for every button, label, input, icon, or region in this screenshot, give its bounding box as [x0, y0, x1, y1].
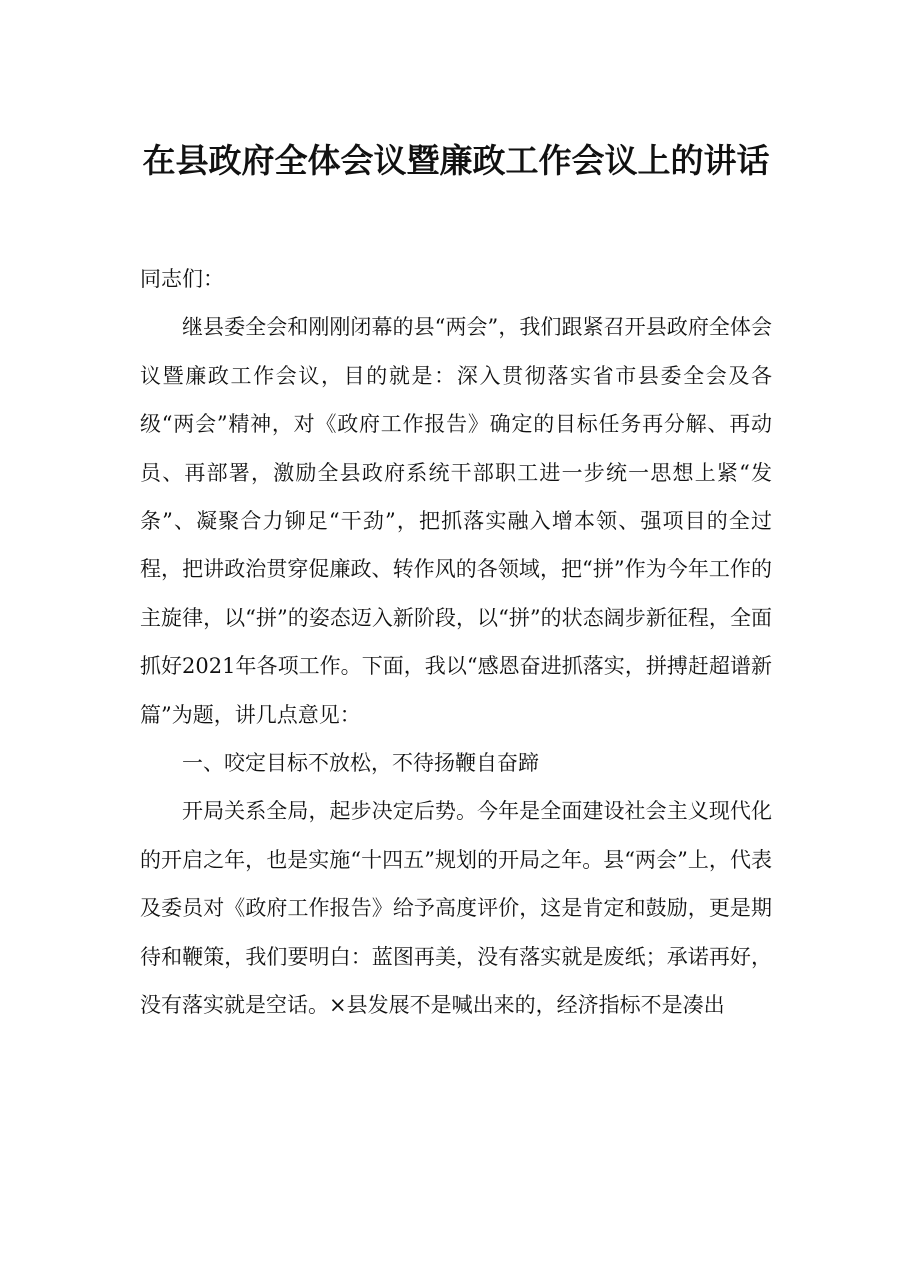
section-heading-1: 一、咬定目标不放松，不待扬鞭自奋蹄: [182, 751, 539, 776]
salutation: 同志们：: [140, 267, 224, 291]
paragraph-section-1: 开局关系全局，起步决定后势。今年是全面建设社会主义现代化的开启之年，也是实施“十四五”规划的开局之年。县“两会”上，代表及委员对《政府工作报告》给予高度评价，这是肯定和鼓励，更是期待和鞭策，我们要明白：蓝图再美，没有落实就是废纸；承诺再好，没有落实就是空话。×县发展不是喊出来的，经济指标不是凑出: [140, 799, 772, 1018]
paragraph-intro: 继县委全会和刚刚闭幕的县“两会”，我们跟紧召开县政府全体会议暨廉政工作会议，目的就是：深入贯彻落实省市县委全会及各级“两会”精神，对《政府工作报告》确定的目标任务再分解、再动员、再部署，激励全县政府系统干部职工进一步统一思想上紧“发条”、凝聚合力铆足“干劲”，把抓落实融入增本领、强项目的全过程，把讲政治贯穿促廉政、转作风的各领域，把“拼”作为今年工作的主旋律，以“拼”的姿态迈入新阶段，以“拼”的状态阔步新征程，全面抓好2021年各项工作。下面，我以“感恩奋进抓落实，拼搏赶超谱新篇”为题，讲几点意见：: [140, 315, 772, 727]
document-title: 在县政府全体会议暨廉政工作会议上的讲话: [142, 141, 770, 180]
document-body: [140, 255, 772, 1030]
